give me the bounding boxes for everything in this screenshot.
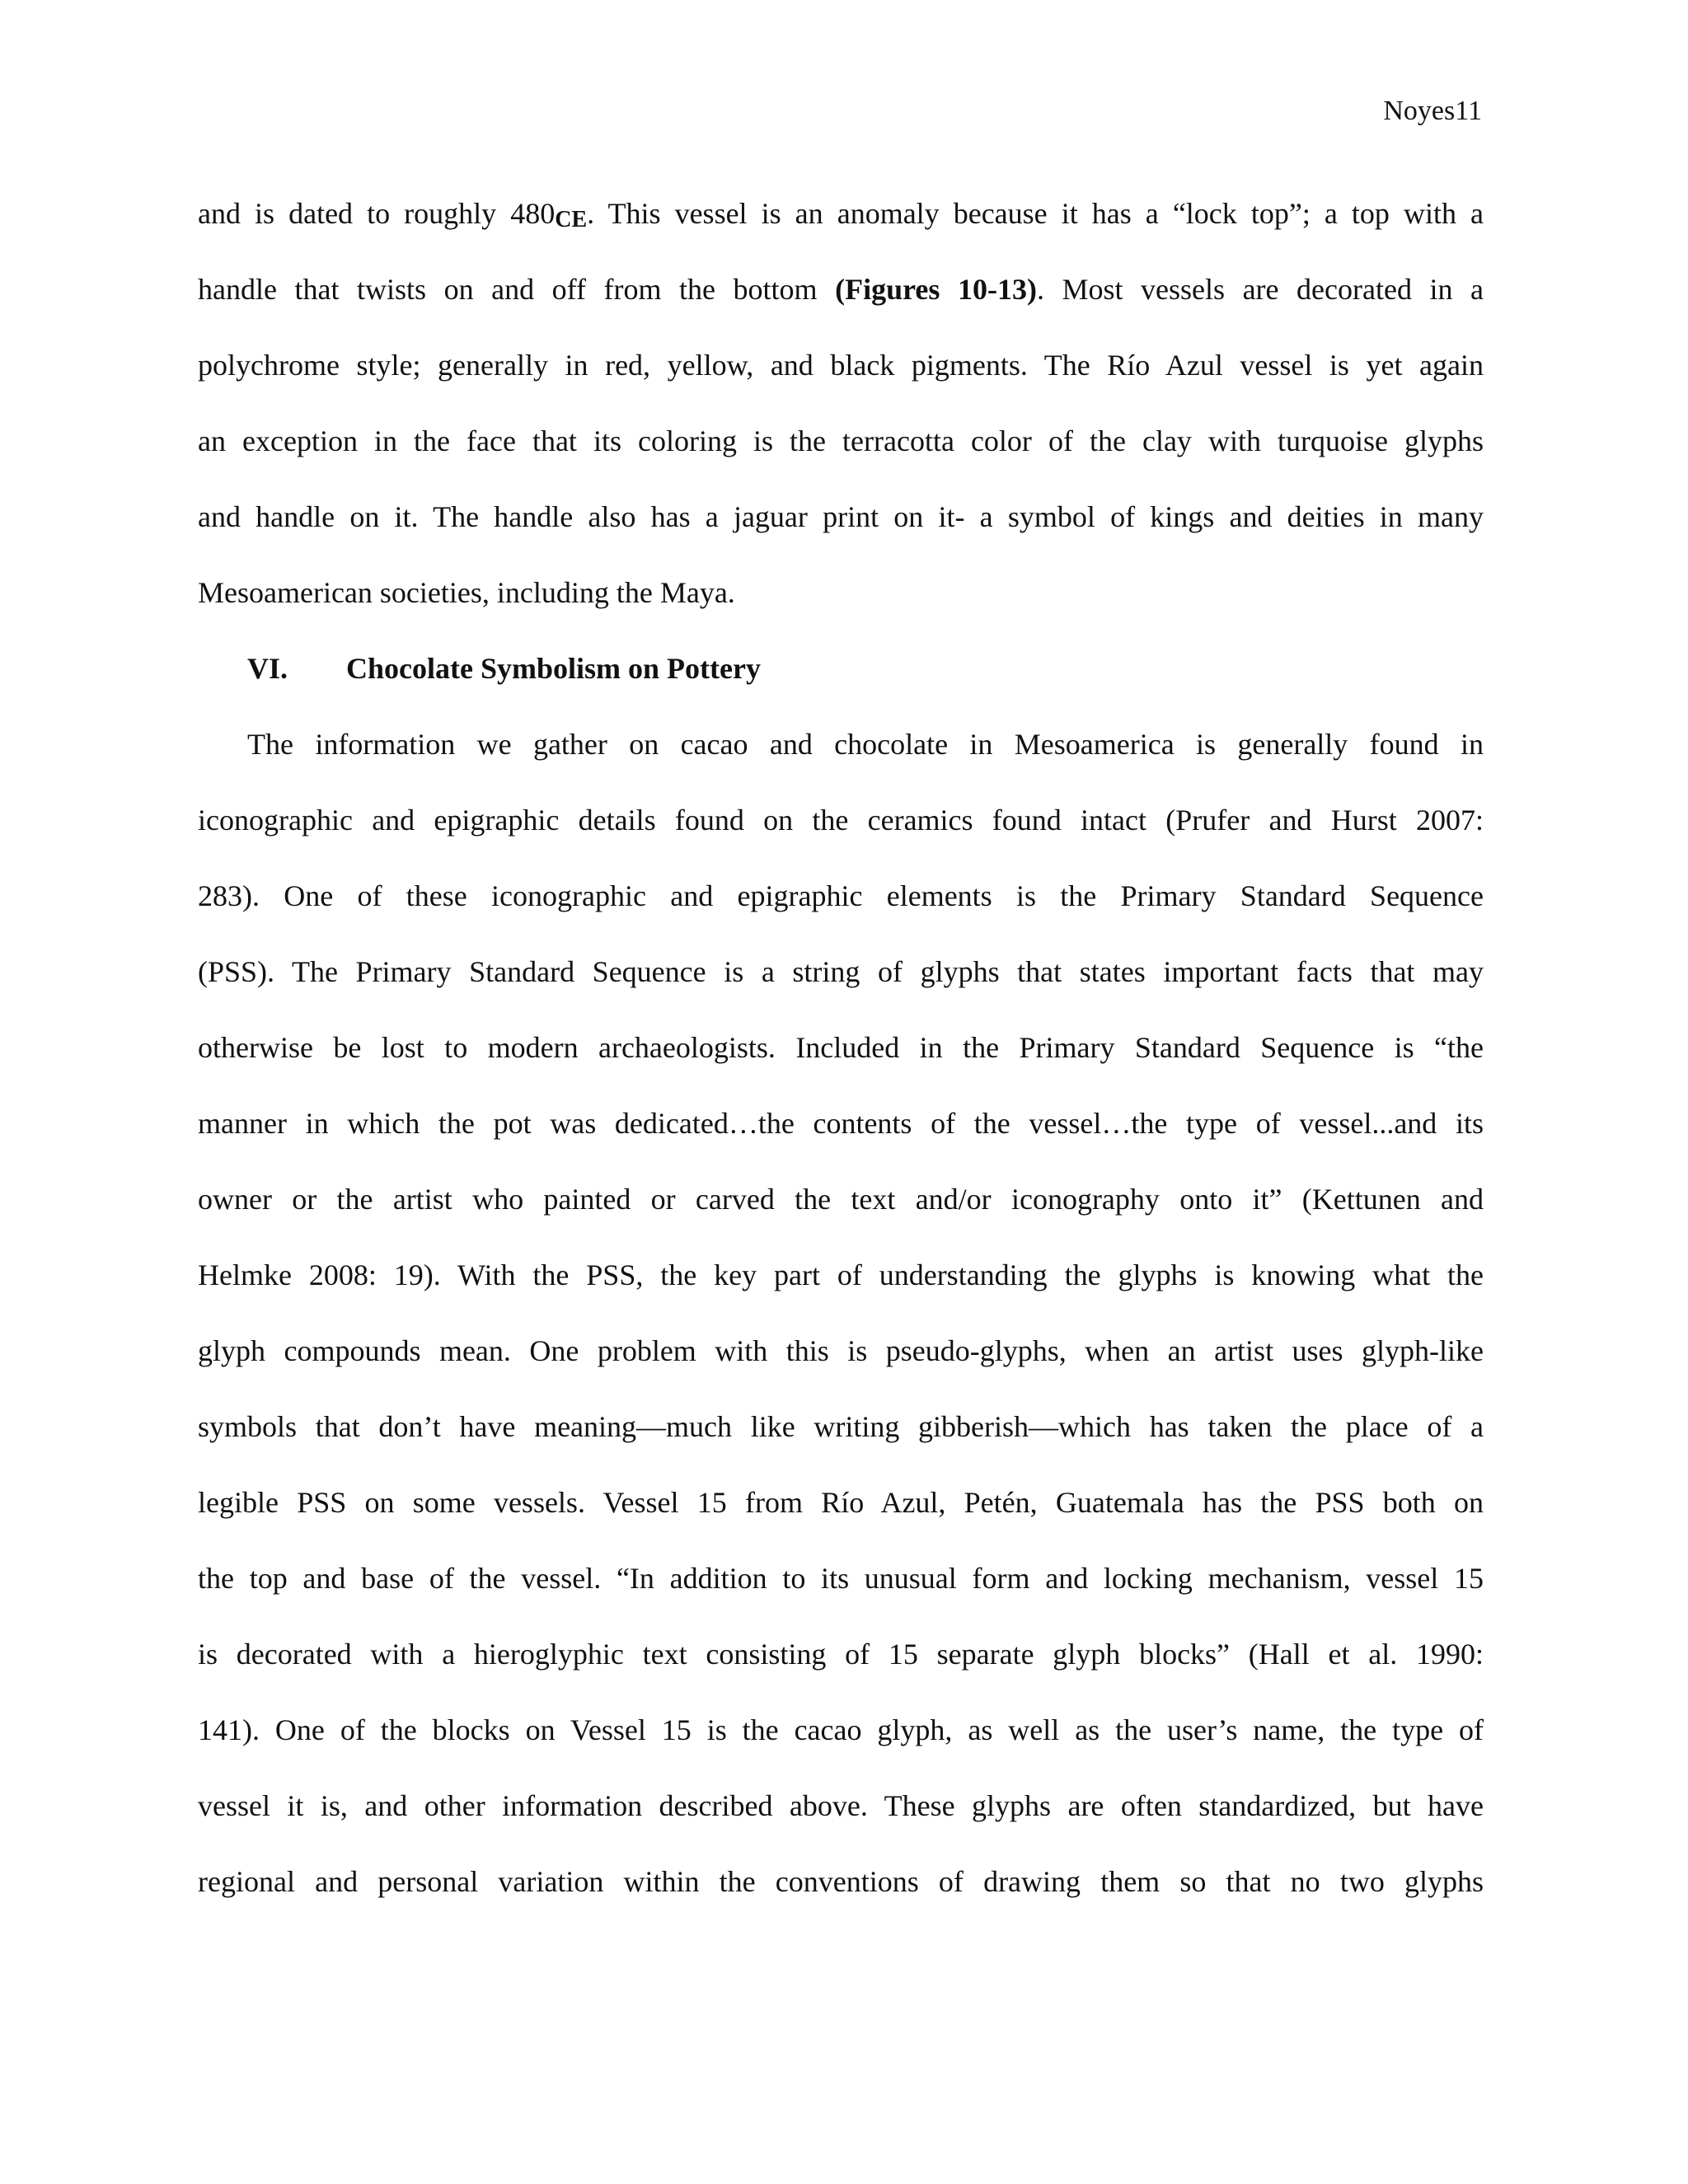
paragraph-line: (PSS). The Primary Standard Sequence is a string of glyphs that states important facts that may (198, 955, 1484, 988)
figure-reference: (Figures 10-13) (835, 273, 1037, 306)
paragraph-line: Helmke 2008: 19). With the PSS, the key part of understanding the glyphs is knowing what the (198, 1258, 1484, 1291)
paragraph-line: The information we gather on cacao and chocolate in Mesoamerica is generally found in (247, 728, 1484, 761)
paragraph-line: polychrome style; generally in red, yellow, and black pigments. The Río Azul vessel is yet again (198, 349, 1484, 382)
paragraph-line: regional and personal variation within the conventions of drawing them so that no two glyphs (198, 1865, 1484, 1898)
era-abbreviation: CE (555, 207, 588, 232)
section-heading (198, 649, 1484, 725)
text-span: handle that twists on and off from the bottom (198, 273, 836, 306)
paragraph-line: and handle on it. The handle also has a jaguar print on it- a symbol of kings and deities in many (198, 500, 1484, 533)
paragraph-line (198, 270, 1484, 346)
paragraph-line: vessel it is, and other information described above. These glyphs are often standardized, but have (198, 1789, 1484, 1822)
section-number: VI. (247, 652, 288, 685)
paragraph-line: an exception in the face that its coloring is the terracotta color of the clay with turquoise glyphs (198, 424, 1484, 457)
paragraph-line: 141). One of the blocks on Vessel 15 is the cacao glyph, as well as the user’s name, the type of (198, 1713, 1484, 1746)
paragraph-line: is decorated with a hieroglyphic text consisting of 15 separate glyph blocks” (Hall et al. 1990: (198, 1638, 1484, 1671)
section-title: Chocolate Symbolism on Pottery (346, 652, 761, 685)
paragraph-line: Mesoamerican societies, including the Maya. (198, 576, 735, 609)
paragraph-line: legible PSS on some vessels. Vessel 15 from Río Azul, Petén, Guatemala has the PSS both on (198, 1486, 1484, 1519)
page-header-label: Noyes11 (1383, 96, 1482, 126)
body-text (198, 194, 1484, 1938)
paragraph-line: 283). One of these iconographic and epigraphic elements is the Primary Standard Sequence (198, 879, 1484, 912)
paragraph-line (198, 194, 1484, 270)
paragraph-line: owner or the artist who painted or carved the text and/or iconography onto it” (Kettunen and (198, 1183, 1484, 1216)
text-span: and is dated to roughly 480 (198, 197, 556, 230)
paragraph-line: manner in which the pot was dedicated…the contents of the vessel…the type of vessel...and its (198, 1107, 1484, 1140)
paragraph-line: symbols that don’t have meaning—much like writing gibberish—which has taken the place of a (198, 1410, 1484, 1443)
paragraph-line: the top and base of the vessel. “In addition to its unusual form and locking mechanism, vessel 15 (198, 1562, 1484, 1595)
paragraph-line: otherwise be lost to modern archaeologists. Included in the Primary Standard Sequence is “the (198, 1031, 1484, 1064)
text-span: . This vessel is an anomaly because it has a “lock top”; a top with a (587, 197, 1484, 230)
paragraph-line: iconographic and epigraphic details found on the ceramics found intact (Prufer and Hurst 2007: (198, 804, 1484, 837)
paragraph-line: glyph compounds mean. One problem with this is pseudo-glyphs, when an artist uses glyph-like (198, 1334, 1484, 1367)
text-span: . Most vessels are decorated in a (1036, 273, 1484, 306)
